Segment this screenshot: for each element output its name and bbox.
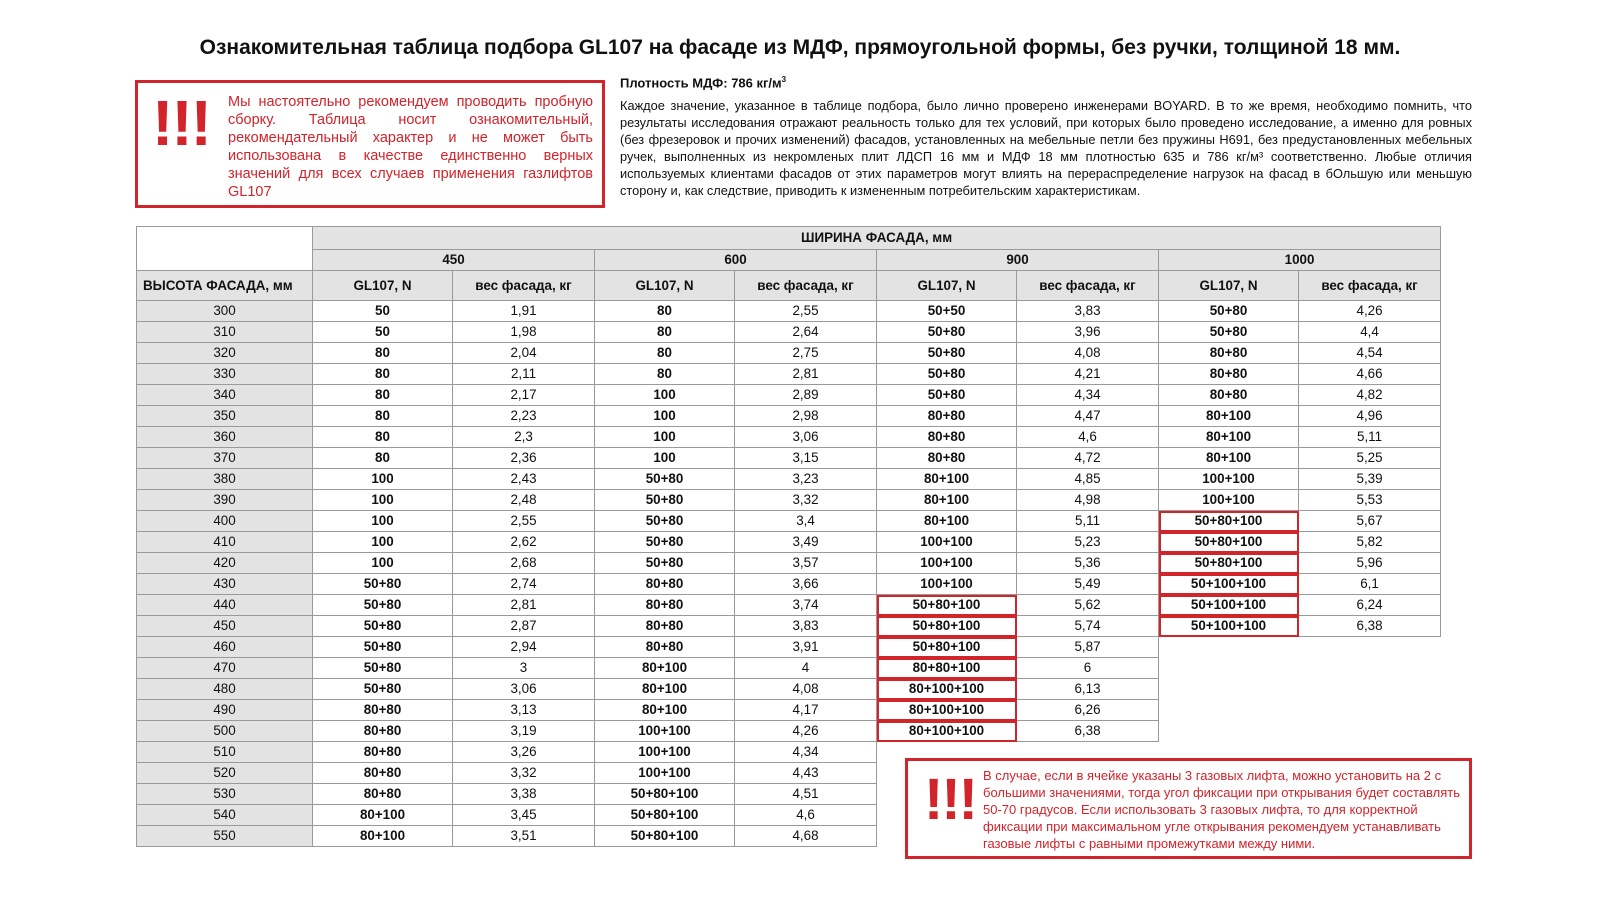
- weight-value-cell: 5,11: [1299, 427, 1441, 448]
- gl107-value-cell: 100: [313, 532, 453, 553]
- row-height-cell: 460: [137, 637, 313, 658]
- gl107-value-cell: 80+100: [595, 700, 735, 721]
- gl107-value-cell: 100: [595, 385, 735, 406]
- weight-value-cell: 4,08: [735, 679, 877, 700]
- gl107-value-cell: 50+80+100: [595, 805, 735, 826]
- weight-value-cell: 4,54: [1299, 343, 1441, 364]
- weight-value-cell: 2,23: [453, 406, 595, 427]
- gl107-value-cell: 100: [313, 490, 453, 511]
- gl107-value-cell: 80+80: [595, 637, 735, 658]
- row-height-cell: 300: [137, 301, 313, 322]
- gl107-value-cell: 80+80: [1159, 343, 1299, 364]
- gl107-value-cell: 80+100: [313, 826, 453, 847]
- row-height-cell: 360: [137, 427, 313, 448]
- gl107-value-cell: 50+80: [313, 595, 453, 616]
- column-header-gl107: GL107, N: [595, 271, 735, 301]
- weight-value-cell: 4,08: [1017, 343, 1159, 364]
- weight-value-cell: 6,26: [1017, 700, 1159, 721]
- gl107-value-cell: 50+80: [313, 616, 453, 637]
- weight-value-cell: 5,67: [1299, 511, 1441, 532]
- weight-value-cell: 5,11: [1017, 511, 1159, 532]
- empty-cell: [1299, 637, 1441, 658]
- gl107-value-cell: 100: [595, 427, 735, 448]
- empty-cell: [1159, 637, 1299, 658]
- table-row: [137, 574, 1441, 595]
- table-row: [137, 553, 1441, 574]
- gl107-value-cell: 50+80+100: [1159, 553, 1299, 574]
- gl107-value-cell: 100: [595, 406, 735, 427]
- weight-value-cell: 6,13: [1017, 679, 1159, 700]
- page-title: Ознакомительная таблица подбора GL107 на фасаде из МДФ, прямоугольной формы, без ручки, толщиной 18 мм.: [199, 36, 1401, 59]
- weight-value-cell: 3,15: [735, 448, 877, 469]
- column-header-gl107: GL107, N: [313, 271, 453, 301]
- weight-value-cell: 4,43: [735, 763, 877, 784]
- gl107-value-cell: 50+80+100: [877, 616, 1017, 637]
- row-height-cell: 420: [137, 553, 313, 574]
- row-height-cell: 490: [137, 700, 313, 721]
- gl107-value-cell: 50+80: [313, 574, 453, 595]
- gl107-value-cell: 80+100+100: [877, 700, 1017, 721]
- gl107-value-cell: 100: [313, 469, 453, 490]
- weight-value-cell: 5,36: [1017, 553, 1159, 574]
- weight-value-cell: 2,74: [453, 574, 595, 595]
- table-row: [137, 616, 1441, 637]
- gl107-value-cell: 50+80: [595, 469, 735, 490]
- weight-value-cell: 3,19: [453, 721, 595, 742]
- column-header-gl107: GL107, N: [1159, 271, 1299, 301]
- weight-value-cell: 6,24: [1299, 595, 1441, 616]
- gl107-value-cell: 50+80+100: [595, 784, 735, 805]
- gl107-value-cell: 80+100: [595, 658, 735, 679]
- gl107-value-cell: 50+80: [313, 658, 453, 679]
- gl107-value-cell: 80: [313, 427, 453, 448]
- weight-value-cell: 3,57: [735, 553, 877, 574]
- gl107-value-cell: 100+100: [877, 553, 1017, 574]
- row-height-cell: 510: [137, 742, 313, 763]
- empty-cell: [1299, 679, 1441, 700]
- gl107-value-cell: 100: [313, 511, 453, 532]
- table-row: [137, 532, 1441, 553]
- weight-value-cell: 6,38: [1299, 616, 1441, 637]
- gl107-value-cell: 80+80: [877, 406, 1017, 427]
- gl107-value-cell: 50+80: [595, 490, 735, 511]
- table-row: [137, 679, 1441, 700]
- weight-value-cell: 1,91: [453, 301, 595, 322]
- gl107-value-cell: 80: [595, 301, 735, 322]
- gl107-value-cell: 80+80+100: [877, 658, 1017, 679]
- weight-value-cell: 3,23: [735, 469, 877, 490]
- width-header: ШИРИНА ФАСАДА, мм: [313, 227, 1441, 250]
- row-height-cell: 410: [137, 532, 313, 553]
- selection-table: [136, 226, 1441, 847]
- weight-value-cell: 2,98: [735, 406, 877, 427]
- empty-cell: [1159, 679, 1299, 700]
- weight-value-cell: 3,32: [735, 490, 877, 511]
- weight-value-cell: 2,11: [453, 364, 595, 385]
- gl107-value-cell: 100+100: [877, 574, 1017, 595]
- weight-value-cell: 4: [735, 658, 877, 679]
- gl107-value-cell: 80: [313, 385, 453, 406]
- weight-value-cell: 3,13: [453, 700, 595, 721]
- density-label: [620, 75, 786, 90]
- gl107-value-cell: 80+80: [595, 574, 735, 595]
- gl107-value-cell: 80+80: [595, 595, 735, 616]
- gl107-value-cell: 100: [313, 553, 453, 574]
- weight-value-cell: 2,17: [453, 385, 595, 406]
- gl107-value-cell: 80+80: [877, 427, 1017, 448]
- gl107-value-cell: 50+80: [1159, 322, 1299, 343]
- column-header-gl107: GL107, N: [877, 271, 1017, 301]
- weight-value-cell: 1,98: [453, 322, 595, 343]
- gl107-value-cell: 50+80: [877, 343, 1017, 364]
- row-height-cell: 500: [137, 721, 313, 742]
- gl107-value-cell: 50+100+100: [1159, 616, 1299, 637]
- gl107-value-cell: 80+80: [595, 616, 735, 637]
- width-group-header: 900: [877, 250, 1159, 271]
- gl107-value-cell: 80: [313, 343, 453, 364]
- column-header-weight: вес фасада, кг: [1299, 271, 1441, 301]
- weight-value-cell: 3,91: [735, 637, 877, 658]
- column-header-weight: вес фасада, кг: [735, 271, 877, 301]
- weight-value-cell: 3,74: [735, 595, 877, 616]
- row-height-cell: 540: [137, 805, 313, 826]
- gl107-value-cell: 50+80: [595, 553, 735, 574]
- exclamation-icon: !!!: [924, 767, 976, 832]
- gl107-value-cell: 50+100+100: [1159, 595, 1299, 616]
- gl107-value-cell: 50+80+100: [595, 826, 735, 847]
- weight-value-cell: 4,68: [735, 826, 877, 847]
- weight-value-cell: 4,21: [1017, 364, 1159, 385]
- row-height-cell: 370: [137, 448, 313, 469]
- gl107-value-cell: 80: [313, 448, 453, 469]
- gl107-value-cell: 80+80: [1159, 364, 1299, 385]
- weight-value-cell: 2,81: [735, 364, 877, 385]
- gl107-value-cell: 50+50: [877, 301, 1017, 322]
- density-unit-exponent: 3: [781, 75, 787, 84]
- gl107-value-cell: 50: [313, 301, 453, 322]
- weight-value-cell: 4,82: [1299, 385, 1441, 406]
- warning-box-top: [135, 80, 605, 208]
- row-height-cell: 390: [137, 490, 313, 511]
- weight-value-cell: 6,1: [1299, 574, 1441, 595]
- gl107-value-cell: 80: [313, 364, 453, 385]
- table-row: [137, 700, 1441, 721]
- row-height-cell: 400: [137, 511, 313, 532]
- weight-value-cell: 3,4: [735, 511, 877, 532]
- table-row: [137, 511, 1441, 532]
- empty-cell: [1299, 700, 1441, 721]
- gl107-value-cell: 80+100: [1159, 406, 1299, 427]
- gl107-value-cell: 80+100: [1159, 427, 1299, 448]
- gl107-value-cell: 50+80: [877, 322, 1017, 343]
- weight-value-cell: 4,6: [735, 805, 877, 826]
- gl107-value-cell: 50+80: [595, 532, 735, 553]
- gl107-value-cell: 80+80: [313, 742, 453, 763]
- empty-cell: [1159, 721, 1299, 742]
- weight-value-cell: 4,4: [1299, 322, 1441, 343]
- gl107-value-cell: 50+80+100: [1159, 532, 1299, 553]
- weight-value-cell: 2,55: [735, 301, 877, 322]
- density-text: Плотность МДФ: 786 кг/м: [620, 75, 782, 91]
- weight-value-cell: 5,82: [1299, 532, 1441, 553]
- gl107-value-cell: 80+80: [313, 784, 453, 805]
- gl107-value-cell: 80: [595, 343, 735, 364]
- weight-value-cell: 3,26: [453, 742, 595, 763]
- gl107-value-cell: 80+100: [313, 805, 453, 826]
- weight-value-cell: 4,26: [735, 721, 877, 742]
- weight-value-cell: 2,55: [453, 511, 595, 532]
- weight-value-cell: 4,66: [1299, 364, 1441, 385]
- weight-value-cell: 5,96: [1299, 553, 1441, 574]
- weight-value-cell: 2,48: [453, 490, 595, 511]
- weight-value-cell: 4,6: [1017, 427, 1159, 448]
- gl107-value-cell: 100: [595, 448, 735, 469]
- empty-cell: [1299, 658, 1441, 679]
- row-height-cell: 320: [137, 343, 313, 364]
- weight-value-cell: 5,74: [1017, 616, 1159, 637]
- empty-cell: [1299, 721, 1441, 742]
- weight-value-cell: 2,75: [735, 343, 877, 364]
- gl107-value-cell: 50+80: [313, 679, 453, 700]
- weight-value-cell: 4,96: [1299, 406, 1441, 427]
- weight-value-cell: 5,53: [1299, 490, 1441, 511]
- gl107-value-cell: 80+100: [877, 469, 1017, 490]
- weight-value-cell: 5,87: [1017, 637, 1159, 658]
- gl107-value-cell: 100+100: [877, 532, 1017, 553]
- weight-value-cell: 3,38: [453, 784, 595, 805]
- table-row: [137, 637, 1441, 658]
- row-height-cell: 430: [137, 574, 313, 595]
- width-group-header: 450: [313, 250, 595, 271]
- table-row: [137, 364, 1441, 385]
- row-height-cell: 520: [137, 763, 313, 784]
- gl107-value-cell: 80+80: [1159, 385, 1299, 406]
- weight-value-cell: 6: [1017, 658, 1159, 679]
- weight-value-cell: 4,34: [735, 742, 877, 763]
- description-paragraph: Каждое значение, указанное в таблице подбора, было лично проверено инженерами BOYARD. В то же время, необходимо помнить, что результаты исследования отражают реальность только для тех условий, при которых было проведено исследование, а именно для ровных (без фрезеровок и прочих изменений) фасадов, установленных на мебельные петли без пружины H691, без предустановленных мебельных ручек, выполненных из некромленых плит ЛДСП 16 мм и МДФ 18 мм плотностью 635 и 786 кг/м³ соответственно. Любые отличия используемых клиентами фасадов от этих параметров могут влиять на перераспределение нагрузок на фасад в бОльшую или меньшую сторону и, как следствие, приводить к измененным потребительским характеристикам.: [620, 98, 1472, 198]
- weight-value-cell: 2,94: [453, 637, 595, 658]
- table-row: [137, 721, 1441, 742]
- height-header: ВЫСОТА ФАСАДА, мм: [137, 271, 313, 301]
- gl107-value-cell: 50+100+100: [1159, 574, 1299, 595]
- table-row: [137, 427, 1441, 448]
- gl107-value-cell: 50: [313, 322, 453, 343]
- gl107-value-cell: 50+80+100: [877, 637, 1017, 658]
- weight-value-cell: 3,83: [735, 616, 877, 637]
- table-row: [137, 406, 1441, 427]
- gl107-value-cell: 80+80: [877, 448, 1017, 469]
- column-header-weight: вес фасада, кг: [453, 271, 595, 301]
- gl107-value-cell: 100+100: [1159, 469, 1299, 490]
- gl107-value-cell: 50+80: [313, 637, 453, 658]
- table-row: [137, 658, 1441, 679]
- table-row: [137, 469, 1441, 490]
- width-group-header: 600: [595, 250, 877, 271]
- gl107-value-cell: 80+100: [877, 511, 1017, 532]
- weight-value-cell: 2,3: [453, 427, 595, 448]
- weight-value-cell: 6,38: [1017, 721, 1159, 742]
- weight-value-cell: 4,98: [1017, 490, 1159, 511]
- row-height-cell: 470: [137, 658, 313, 679]
- gl107-value-cell: 80: [595, 322, 735, 343]
- weight-value-cell: 2,89: [735, 385, 877, 406]
- gl107-value-cell: 50+80+100: [877, 595, 1017, 616]
- gl107-value-cell: 100+100: [595, 763, 735, 784]
- exclamation-icon: !!!: [152, 87, 210, 159]
- gl107-value-cell: 100+100: [595, 742, 735, 763]
- warning-text-top: Мы настоятельно рекомендуем проводить пробную сборку. Таблица носит ознакомительный, рекомендательный характер и не может быть использована в качестве единственно верных значений для всех случаев применения газлифтов GL107: [228, 94, 593, 200]
- weight-value-cell: 3,49: [735, 532, 877, 553]
- weight-value-cell: 5,49: [1017, 574, 1159, 595]
- table-row: [137, 385, 1441, 406]
- gl107-value-cell: 50+80: [1159, 301, 1299, 322]
- weight-value-cell: 3,83: [1017, 301, 1159, 322]
- weight-value-cell: 2,87: [453, 616, 595, 637]
- empty-cell: [1159, 700, 1299, 721]
- weight-value-cell: 3,45: [453, 805, 595, 826]
- gl107-value-cell: 80: [595, 364, 735, 385]
- weight-value-cell: 2,62: [453, 532, 595, 553]
- gl107-value-cell: 50+80: [877, 385, 1017, 406]
- column-header-weight: вес фасада, кг: [1017, 271, 1159, 301]
- gl107-value-cell: 80+100: [595, 679, 735, 700]
- weight-value-cell: 3: [453, 658, 595, 679]
- gl107-value-cell: 100+100: [1159, 490, 1299, 511]
- weight-value-cell: 5,23: [1017, 532, 1159, 553]
- weight-value-cell: 4,51: [735, 784, 877, 805]
- weight-value-cell: 2,04: [453, 343, 595, 364]
- row-height-cell: 530: [137, 784, 313, 805]
- weight-value-cell: 5,62: [1017, 595, 1159, 616]
- width-group-header: 1000: [1159, 250, 1441, 271]
- weight-value-cell: 3,51: [453, 826, 595, 847]
- weight-value-cell: 3,96: [1017, 322, 1159, 343]
- weight-value-cell: 3,66: [735, 574, 877, 595]
- row-height-cell: 550: [137, 826, 313, 847]
- weight-value-cell: 5,39: [1299, 469, 1441, 490]
- row-height-cell: 440: [137, 595, 313, 616]
- table-row: [137, 301, 1441, 322]
- weight-value-cell: 4,26: [1299, 301, 1441, 322]
- gl107-value-cell: 80+100: [877, 490, 1017, 511]
- row-height-cell: 330: [137, 364, 313, 385]
- empty-cell: [1159, 658, 1299, 679]
- weight-value-cell: 4,17: [735, 700, 877, 721]
- gl107-value-cell: 80: [313, 406, 453, 427]
- gl107-value-cell: 80+100: [1159, 448, 1299, 469]
- row-height-cell: 340: [137, 385, 313, 406]
- weight-value-cell: 2,64: [735, 322, 877, 343]
- weight-value-cell: 4,34: [1017, 385, 1159, 406]
- warning-box-bottom: [905, 758, 1472, 859]
- weight-value-cell: 4,85: [1017, 469, 1159, 490]
- weight-value-cell: 3,06: [453, 679, 595, 700]
- row-height-cell: 450: [137, 616, 313, 637]
- row-height-cell: 310: [137, 322, 313, 343]
- table-row: [137, 595, 1441, 616]
- corner-cell: [137, 227, 313, 271]
- row-height-cell: 480: [137, 679, 313, 700]
- weight-value-cell: 5,25: [1299, 448, 1441, 469]
- weight-value-cell: 2,36: [453, 448, 595, 469]
- weight-value-cell: 3,32: [453, 763, 595, 784]
- gl107-value-cell: 50+80: [877, 364, 1017, 385]
- table-row: [137, 322, 1441, 343]
- warning-text-bottom: В случае, если в ячейке указаны 3 газовых лифта, можно установить на 2 с большими значениями, тогда угол фиксации при открывания будет составлять 50-70 градусов. Если использовать 3 газовых лифта, то для корректной фиксации при максимальном угле открывания рекомендуем устанавливать газовые лифты с равными промежутками между ними.: [983, 768, 1461, 851]
- weight-value-cell: 3,06: [735, 427, 877, 448]
- weight-value-cell: 2,43: [453, 469, 595, 490]
- weight-value-cell: 2,81: [453, 595, 595, 616]
- weight-value-cell: 4,47: [1017, 406, 1159, 427]
- gl107-value-cell: 80+100+100: [877, 679, 1017, 700]
- gl107-value-cell: 80+80: [313, 700, 453, 721]
- weight-value-cell: 2,68: [453, 553, 595, 574]
- row-height-cell: 380: [137, 469, 313, 490]
- weight-value-cell: 4,72: [1017, 448, 1159, 469]
- gl107-value-cell: 50+80+100: [1159, 511, 1299, 532]
- table-row: [137, 448, 1441, 469]
- gl107-value-cell: 50+80: [595, 511, 735, 532]
- table-row: [137, 343, 1441, 364]
- gl107-value-cell: 100+100: [595, 721, 735, 742]
- table-row: [137, 490, 1441, 511]
- row-height-cell: 350: [137, 406, 313, 427]
- gl107-value-cell: 80+80: [313, 721, 453, 742]
- gl107-value-cell: 80+80: [313, 763, 453, 784]
- gl107-value-cell: 80+100+100: [877, 721, 1017, 742]
